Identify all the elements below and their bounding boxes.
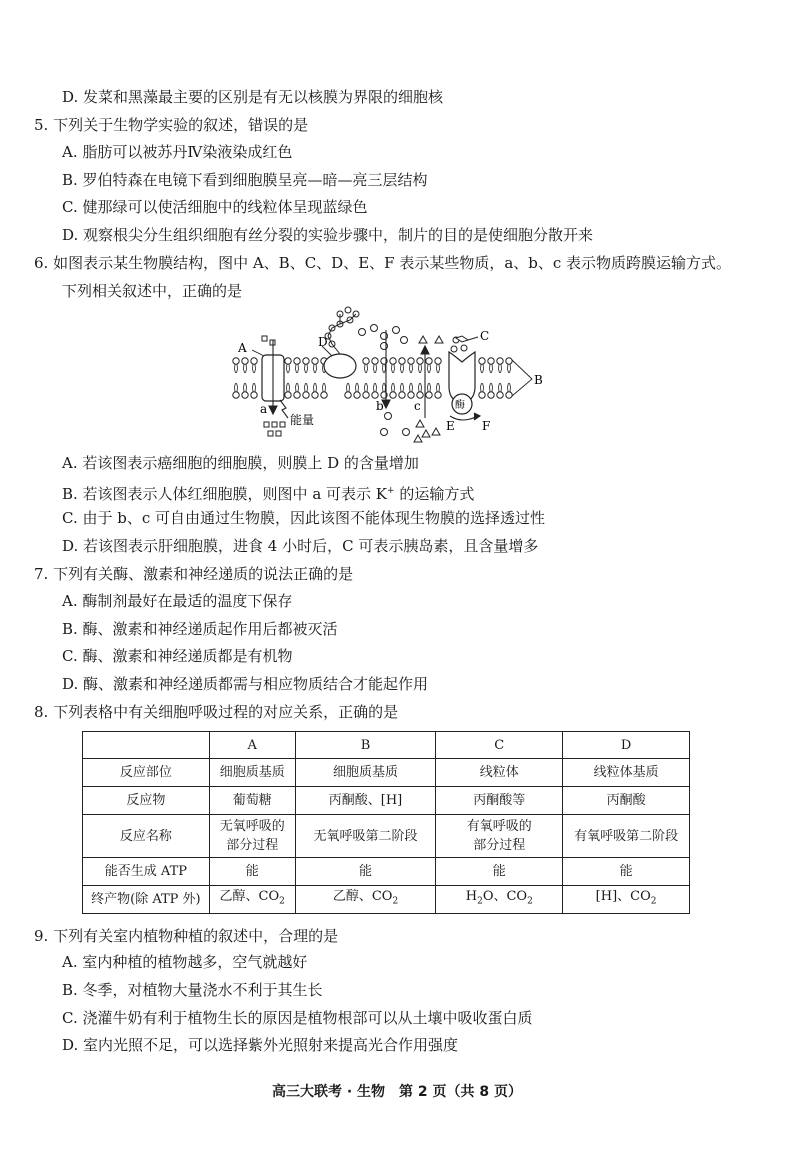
table-cell: 反应部位 <box>83 759 210 787</box>
table-cell: 葡萄糖 <box>209 787 295 815</box>
question-5: 5. 下列关于生物学实验的叙述，错误的是 <box>34 116 309 134</box>
table-cell: 有氧呼吸第二阶段 <box>563 815 690 858</box>
table-cell: 无氧呼吸的 部分过程 <box>209 815 295 858</box>
table-cell: 细胞质基质 <box>295 759 436 787</box>
question-9: 9. 下列有关室内植物种植的叙述中，合理的是 <box>34 927 339 945</box>
q5-option-d: D. 观察根尖分生组织细胞有丝分裂的实验步骤中，制片的目的是使细胞分散开来 <box>62 226 594 244</box>
subscript: 2 <box>392 896 399 907</box>
table-cell: 能 <box>436 858 563 886</box>
table-row <box>83 787 690 815</box>
table-cell: 反应物 <box>83 787 210 815</box>
subscript: 2 <box>279 896 285 907</box>
label-energy: 能量 <box>290 413 315 427</box>
label-b-lower: b <box>376 399 384 413</box>
table-cell: 能 <box>209 858 295 886</box>
cell-text: 乙醇、CO <box>332 889 393 905</box>
table-cell: 反应名称 <box>83 815 210 858</box>
arrow-b <box>382 330 390 408</box>
label-c-lower: c <box>414 399 421 413</box>
question-7: 7. 下列有关酶、激素和神经递质的说法正确的是 <box>34 565 354 583</box>
table-cell: 丙酮酸、[H] <box>295 787 436 815</box>
label-c-upper: C <box>480 329 490 343</box>
q7-option-c: C. 酶、激素和神经递质都是有机物 <box>62 647 293 665</box>
q6-option-b-tail: 的运输方式 <box>394 485 475 503</box>
cell-text: 乙醇、CO <box>219 889 280 905</box>
q9-option-b: B. 冬季，对植物大量浇水不利于其生长 <box>62 981 323 999</box>
q5-option-a: A. 脂肪可以被苏丹Ⅳ染液染成红色 <box>62 143 293 161</box>
cell-text: O、CO <box>482 889 528 905</box>
table-cell: 丙酮酸 <box>563 787 690 815</box>
question-8: 8. 下列表格中有关细胞呼吸过程的对应关系，正确的是 <box>34 703 399 721</box>
glycoprotein-d <box>324 354 356 378</box>
table-header-row <box>83 732 690 759</box>
membrane-diagram <box>228 300 558 445</box>
table-cell <box>436 886 563 914</box>
subscript: 2 <box>477 896 483 907</box>
table-cell: C <box>436 732 563 759</box>
table-row <box>83 759 690 787</box>
table-cell: B <box>295 732 436 759</box>
table-cell: 线粒体 <box>436 759 563 787</box>
label-a-lower: a <box>260 402 268 416</box>
q6-option-b <box>62 481 474 504</box>
table-cell <box>83 732 210 759</box>
page-footer: 高三大联考 · 生物 第 2 页（共 8 页） <box>271 1084 523 1100</box>
q6-option-b-text: B. 若该图表示人体红细胞膜，则图中 a 可表示 K <box>62 485 388 503</box>
q6-option-c: C. 由于 b、c 可自由通过生物膜，因此该图不能体现生物膜的选择透过性 <box>62 509 546 527</box>
q9-option-a: A. 室内种植的植物越多，空气就越好 <box>62 953 308 971</box>
q6-option-b-sup: + <box>387 486 395 496</box>
arrow-c <box>421 346 429 418</box>
table-cell: 能 <box>295 858 436 886</box>
sugar-chain <box>325 307 359 354</box>
solute-circles <box>359 325 410 436</box>
label-f: F <box>482 419 491 433</box>
cell-text: H <box>465 889 478 905</box>
table-cell <box>209 886 295 914</box>
table-cell: 能 <box>563 858 690 886</box>
table-cell: 细胞质基质 <box>209 759 295 787</box>
question-6: 6. 如图表示某生物膜结构，图中 A、B、C、D、E、F 表示某些物质，a、b、c 表示物质跨膜运输方式。 <box>34 254 732 272</box>
q7-option-b: B. 酶、激素和神经递质起作用后都被灭活 <box>62 620 338 638</box>
q6-option-a: A. 若该图表示癌细胞的细胞膜，则膜上 D 的含量增加 <box>62 454 419 472</box>
receptor-c <box>451 336 478 352</box>
table-cell: 无氧呼吸第二阶段 <box>295 815 436 858</box>
table-row <box>83 815 690 858</box>
q5-option-b: B. 罗伯特森在电镜下看到细胞膜呈亮—暗—亮三层结构 <box>62 171 428 189</box>
subscript: 2 <box>650 896 657 907</box>
label-enzyme: 酶 <box>455 400 465 411</box>
table-cell: 有氧呼吸的 部分过程 <box>436 815 563 858</box>
subscript: 2 <box>527 896 533 907</box>
cell-text: [H]、CO <box>595 889 651 905</box>
q9-option-d: D. 室内光照不足，可以选择紫外光照射来提高光合作用强度 <box>62 1036 459 1054</box>
label-b-upper: B <box>534 373 543 387</box>
q9-option-c: C. 浇灌牛奶有利于植物生长的原因是植物根部可以从土壤中吸收蛋白质 <box>62 1009 533 1027</box>
question-6-cont: 下列相关叙述中，正确的是 <box>62 282 243 300</box>
label-a-upper: A <box>238 341 247 355</box>
table-cell: D <box>563 732 690 759</box>
respiration-table <box>82 731 690 914</box>
table-cell: 能否生成 ATP <box>83 858 210 886</box>
table-cell: 线粒体基质 <box>563 759 690 787</box>
table-cell: A <box>209 732 295 759</box>
q7-option-a: A. 酶制剂最好在最适的温度下保存 <box>62 592 293 610</box>
table-cell: 终产物(除 ATP 外) <box>83 886 210 914</box>
table-row <box>83 886 690 914</box>
table-cell <box>295 886 436 914</box>
label-e: E <box>446 419 455 433</box>
q6-option-d: D. 若该图表示肝细胞膜，进食 4 小时后，C 可表示胰岛素，且含量增多 <box>62 537 539 555</box>
table-cell: 丙酮酸等 <box>436 787 563 815</box>
q7-option-d: D. 酶、激素和神经递质都需与相应物质结合才能起作用 <box>62 675 429 693</box>
q4-option-d: D. 发菜和黑藻最主要的区别是有无以核膜为界限的细胞核 <box>62 88 444 106</box>
table-cell <box>563 886 690 914</box>
q5-option-c: C. 健那绿可以使活细胞中的线粒体呈现蓝绿色 <box>62 198 368 216</box>
table-row <box>83 858 690 886</box>
label-d: D <box>318 335 328 349</box>
